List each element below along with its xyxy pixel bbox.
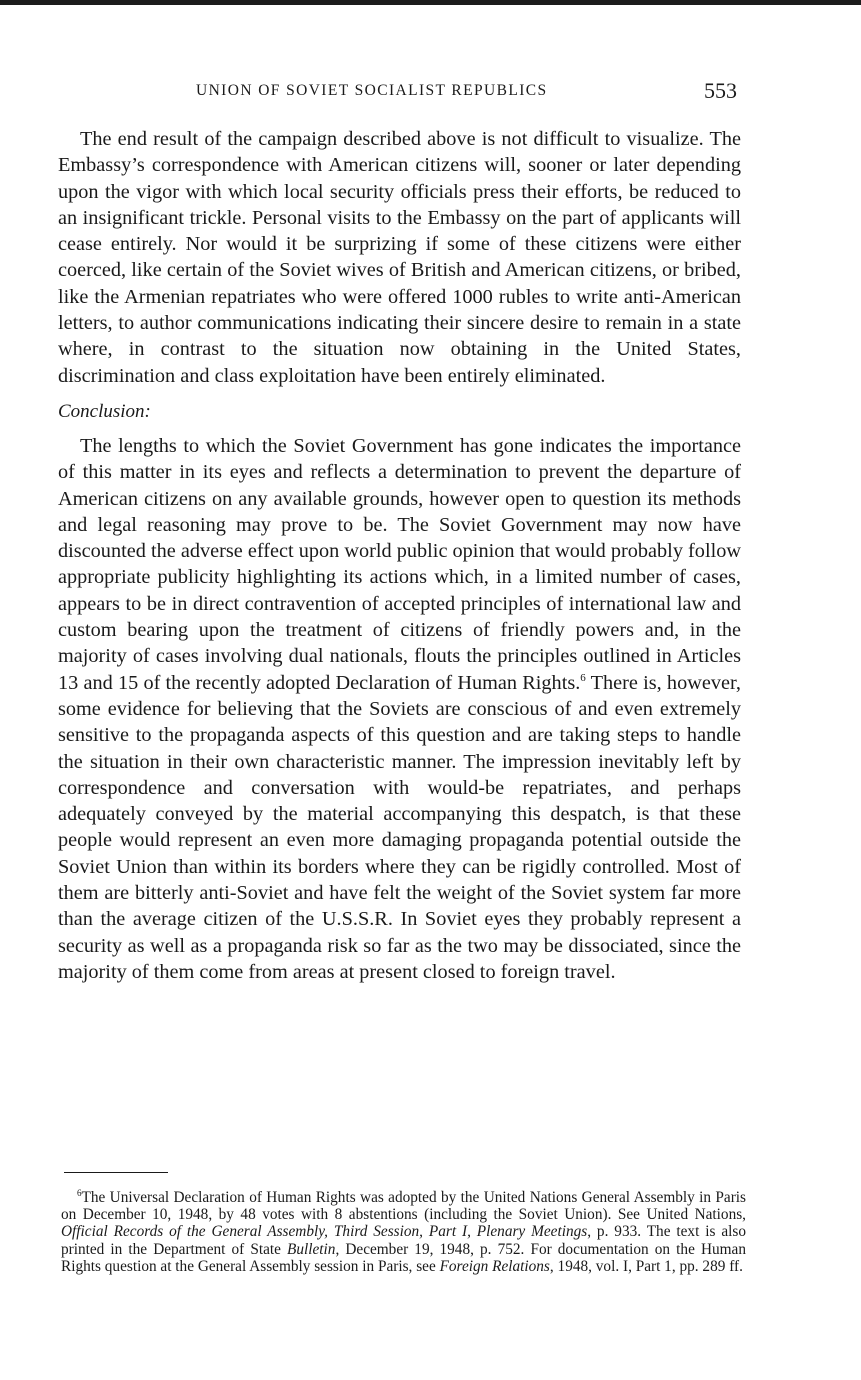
footnote-text-4: , 1948, vol. I, Part 1, pp. 289 ff. — [549, 1257, 743, 1275]
footnote-text-1: The Universal Declaration of Human Rights was adopted by the United Nations General Assembly in Paris on December 10, 1948, by 48 votes with 8 abstentions (including the Soviet Union). See United Nations, — [61, 1189, 746, 1224]
page-number: 553 — [704, 78, 737, 103]
page-header — [196, 78, 741, 108]
section-heading-conclusion: Conclusion: — [58, 400, 151, 422]
paragraph-conclusion-text-2: There is, however, some evidence for believing that the Soviets are conscious of and even extremely sensitive to the propaganda aspects of this question and are taking steps to handle the situation in their own characteristic manner. The impression inevitably left by correspondence and conversation with would-be repatriates, and perhaps adequately conveyed by the material accompanying this despatch, is that these people would represent an even more damaging propaganda potential outside the Soviet Union than within its borders where they can be rigidly controlled. Most of them are bitterly anti-Soviet and have felt the weight of the Soviet system far more than the average citizen of the U.S.S.R. In Soviet eyes they probably represent a security as well as a propaganda risk so far as the two may be dissociated, since the majority of them come from areas at present closed to foreign travel. — [58, 671, 742, 983]
paragraph-conclusion-text-1: The lengths to which the Soviet Government has gone indicates the importance of this matter in its eyes and reflects a determination to prevent the departure of American citizens on any available grounds, however open to question its methods and legal reasoning may prove to be. The Soviet Government may now have discounted the adverse effect upon world public opinion that would probably follow appropriate publicity highlighting its actions which, in a limited number of cases, appears to be in direct contravention of accepted principles of international law and custom bearing upon the treatment of citizens of friendly powers and, in the majority of cases involving dual nationals, flouts the principles outlined in Articles 13 and 15 of the recently adopted Declaration of Human Rights. — [58, 434, 741, 694]
footnote-reference[interactable]: 6 — [580, 671, 586, 684]
footnote-divider — [64, 1172, 168, 1173]
footnote-citation-official-records: Official Records of the General Assembly, Third Session, Part I, Plenary Meetings — [61, 1223, 588, 1241]
footnote — [61, 1189, 746, 1275]
running-head: UNION OF SOVIET SOCIALIST REPUBLICS — [196, 82, 548, 99]
footnote-citation-foreign-relations: Foreign Relations — [439, 1257, 550, 1275]
top-border-rule — [0, 0, 861, 5]
body-text — [58, 126, 741, 985]
footnote-text-2: , p. 933. The text is also printed in the Department of State — [61, 1223, 746, 1258]
footnote-marker: 6 — [77, 1188, 82, 1198]
footnote-citation-bulletin: Bulletin — [287, 1240, 336, 1258]
paragraph-conclusion — [58, 433, 741, 985]
paragraph-campaign-result: The end result of the campaign described above is not difficult to visualize. The Embassy’s correspondence with American citizens will, sooner or later depending upon the vigor with which local security officials press their efforts, be reduced to an insignificant trickle. Personal visits to the Embassy on the part of applicants will cease entirely. Nor would it be surprizing if some of these citizens were either coerced, like certain of the Soviet wives of British and American citizens, or bribed, like the Armenian repatriates who were offered 1000 rubles to write anti-American letters, to author communications indicating their sincere desire to remain in a state where, in contrast to the situation now obtaining in the United States, discrimination and class exploitation have been entirely eliminated. — [58, 128, 741, 387]
footnote-text-3: , December 19, 1948, p. 752. For documentation on the Human Rights question at the General Assembly session in Paris, see — [61, 1240, 746, 1275]
